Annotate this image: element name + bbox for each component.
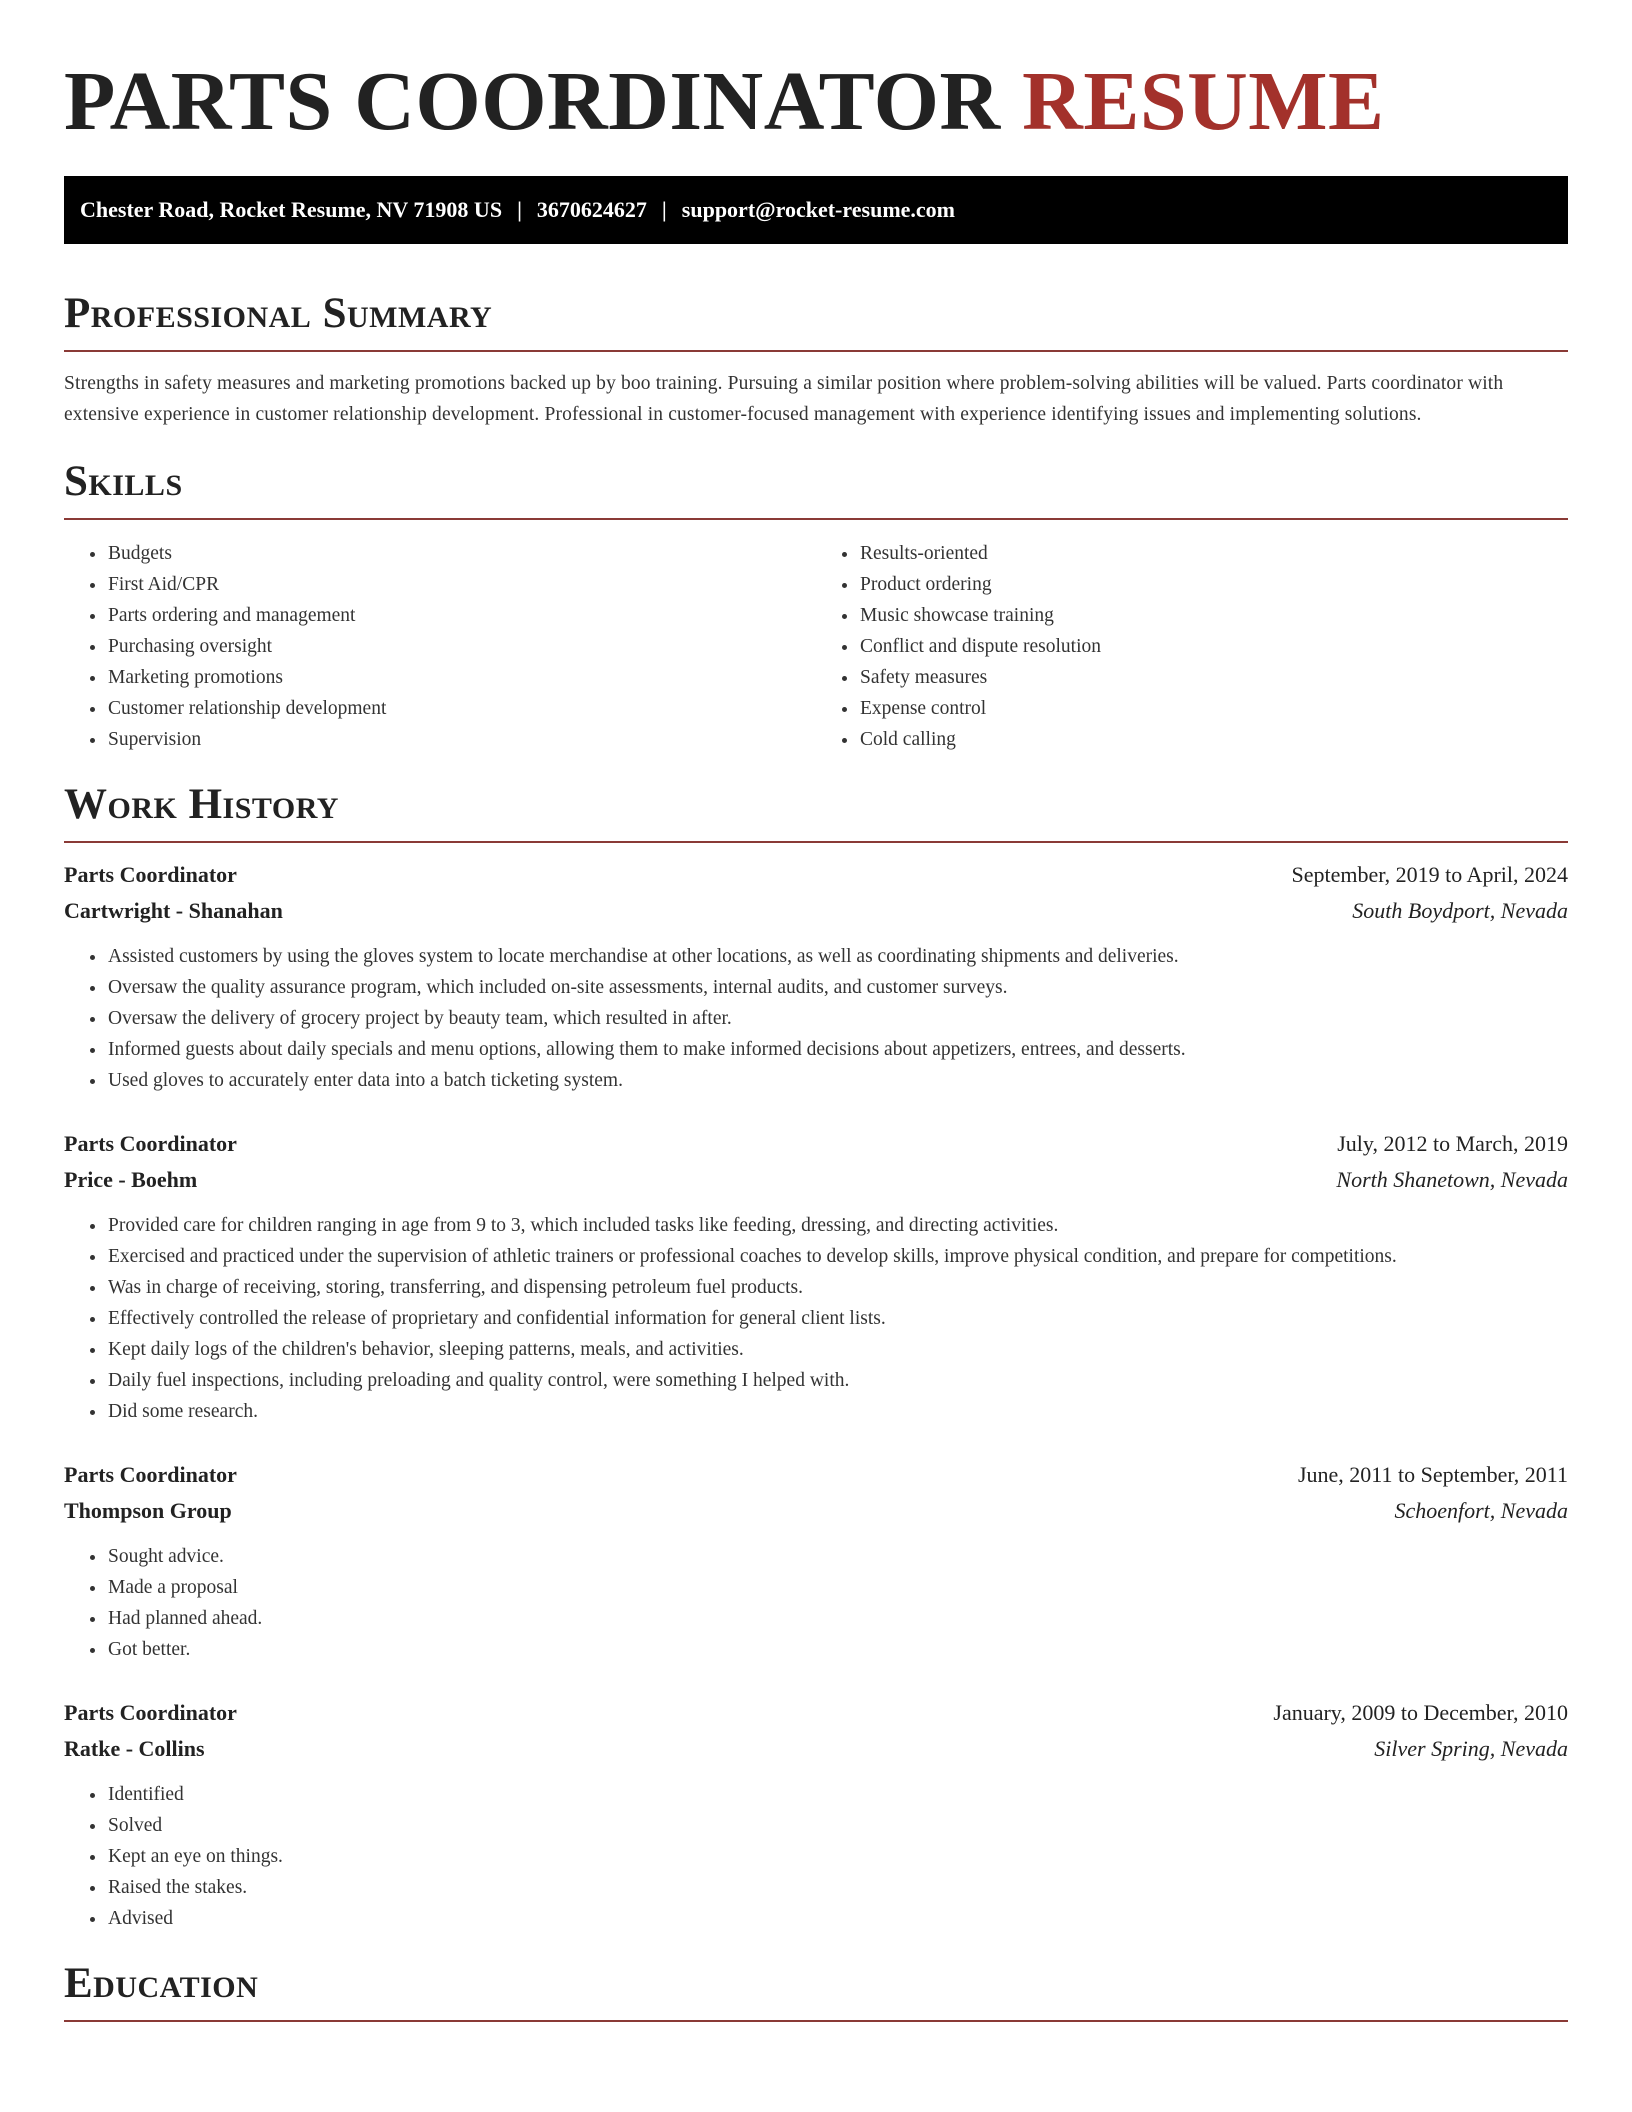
job-bullets (64, 941, 1568, 1096)
skill-item: • Results-oriented (859, 538, 1568, 569)
skills-columns (64, 538, 1568, 755)
job-bullet: • Advised (107, 1903, 1568, 1934)
job-entry (64, 1695, 1568, 1934)
skill-item: • Supervision (107, 724, 816, 755)
job-company: Ratke - Collins (64, 1736, 205, 1761)
skill-item: • First Aid/CPR (107, 569, 816, 600)
job-entry (64, 857, 1568, 1096)
job-location: Schoenfort, Nevada (1394, 1498, 1568, 1523)
job-title: Parts Coordinator (64, 1131, 237, 1156)
job-company-row (64, 893, 1568, 929)
job-bullet: • Kept daily logs of the children's behavior, sleeping patterns, meals, and activities. (107, 1334, 1568, 1365)
job-bullet: • Assisted customers by using the gloves system to locate merchandise at other locations, as well as coordinating shipments and deliveries. (107, 941, 1568, 972)
job-dates: January, 2009 to December, 2010 (1273, 1700, 1568, 1725)
education-heading: Education (64, 1960, 259, 2007)
skill-item: • Music showcase training (859, 600, 1568, 631)
job-bullet: • Provided care for children ranging in age from 9 to 3, which included tasks like feeding, dressing, and directing activities. (107, 1210, 1568, 1241)
contact-phone: 3670624627 (536, 197, 647, 222)
skill-item: • Product ordering (859, 569, 1568, 600)
job-bullet: • Sought advice. (107, 1541, 1568, 1572)
job-bullets (64, 1779, 1568, 1934)
job-bullet: • Oversaw the delivery of grocery project by beauty team, which resulted in after. (107, 1003, 1568, 1034)
job-company-row (64, 1162, 1568, 1198)
contact-address: Chester Road, Rocket Resume, NV 71908 US (80, 197, 503, 222)
work-history-heading: Work History (64, 781, 339, 828)
section-divider (64, 350, 1568, 352)
job-dates: September, 2019 to April, 2024 (1291, 862, 1568, 887)
skills-list-right (816, 538, 1568, 755)
title-accent: RESUME (1022, 55, 1385, 148)
job-bullet: • Had planned ahead. (107, 1603, 1568, 1634)
title-main: PARTS COORDINATOR (64, 55, 1023, 148)
summary-heading: Professional Summary (64, 290, 493, 337)
job-bullet: • Daily fuel inspections, including preloading and quality control, were something I helped with. (107, 1365, 1568, 1396)
job-bullets (64, 1210, 1568, 1427)
job-company-row (64, 1493, 1568, 1529)
job-entry (64, 1457, 1568, 1665)
job-header-row (64, 1695, 1568, 1731)
job-title: Parts Coordinator (64, 1700, 237, 1725)
job-bullet: • Oversaw the quality assurance program, which included on-site assessments, internal audits, and customer surveys. (107, 972, 1568, 1003)
work-history-section (64, 779, 1568, 1934)
job-header-row (64, 1457, 1568, 1493)
job-bullet: • Exercised and practiced under the supervision of athletic trainers or professional coaches to develop skills, improve physical condition, and prepare for competitions. (107, 1241, 1568, 1272)
job-bullet: • Informed guests about daily specials and menu options, allowing them to make informed decisions about appetizers, entrees, and desserts. (107, 1034, 1568, 1065)
job-dates: July, 2012 to March, 2019 (1337, 1131, 1568, 1156)
skill-item: • Cold calling (859, 724, 1568, 755)
job-bullet: • Was in charge of receiving, storing, transferring, and dispensing petroleum fuel products. (107, 1272, 1568, 1303)
job-title: Parts Coordinator (64, 862, 237, 887)
summary-section (64, 288, 1568, 430)
job-location: South Boydport, Nevada (1352, 898, 1568, 923)
job-bullets (64, 1541, 1568, 1665)
job-company: Price - Boehm (64, 1167, 198, 1192)
skill-item: • Expense control (859, 693, 1568, 724)
job-dates: June, 2011 to September, 2011 (1297, 1462, 1568, 1487)
summary-text: Strengths in safety measures and marketing promotions backed up by boo training. Pursuing a similar position where problem-solving abilities will be valued. Parts coordinator with extensive experience in customer relationship development. Professional in customer-focused management with experience identifying issues and implementing solutions. (64, 373, 1504, 425)
job-title: Parts Coordinator (64, 1462, 237, 1487)
section-divider (64, 518, 1568, 520)
contact-email: support@rocket-resume.com (681, 197, 955, 222)
job-company: Thompson Group (64, 1498, 232, 1523)
section-divider (64, 841, 1568, 843)
job-location: North Shanetown, Nevada (1336, 1167, 1568, 1192)
resume-title (64, 52, 1568, 152)
skill-item: • Marketing promotions (107, 662, 816, 693)
job-header-row (64, 857, 1568, 893)
skills-list-left (64, 538, 816, 755)
job-bullet: • Got better. (107, 1634, 1568, 1665)
job-bullet: • Made a proposal (107, 1572, 1568, 1603)
section-divider (64, 2020, 1568, 2022)
education-section (64, 1958, 1568, 2022)
job-bullet: • Solved (107, 1810, 1568, 1841)
skill-item: • Parts ordering and management (107, 600, 816, 631)
job-location: Silver Spring, Nevada (1374, 1736, 1568, 1761)
skill-item: • Customer relationship development (107, 693, 816, 724)
contact-separator: | (661, 197, 667, 222)
skill-item: • Safety measures (859, 662, 1568, 693)
skills-section (64, 456, 1568, 755)
contact-bar (64, 176, 1568, 244)
job-bullet: • Used gloves to accurately enter data into a batch ticketing system. (107, 1065, 1568, 1096)
job-bullet: • Identified (107, 1779, 1568, 1810)
job-company: Cartwright - Shanahan (64, 898, 283, 923)
skill-item: • Conflict and dispute resolution (859, 631, 1568, 662)
skill-item: • Purchasing oversight (107, 631, 816, 662)
job-company-row (64, 1731, 1568, 1767)
job-bullet: • Raised the stakes. (107, 1872, 1568, 1903)
job-bullet: • Did some research. (107, 1396, 1568, 1427)
job-entry (64, 1126, 1568, 1427)
skill-item: • Budgets (107, 538, 816, 569)
job-bullet: • Kept an eye on things. (107, 1841, 1568, 1872)
contact-separator: | (517, 197, 522, 222)
skills-heading: Skills (64, 458, 183, 505)
job-header-row (64, 1126, 1568, 1162)
job-bullet: • Effectively controlled the release of proprietary and confidential information for general client lists. (107, 1303, 1568, 1334)
